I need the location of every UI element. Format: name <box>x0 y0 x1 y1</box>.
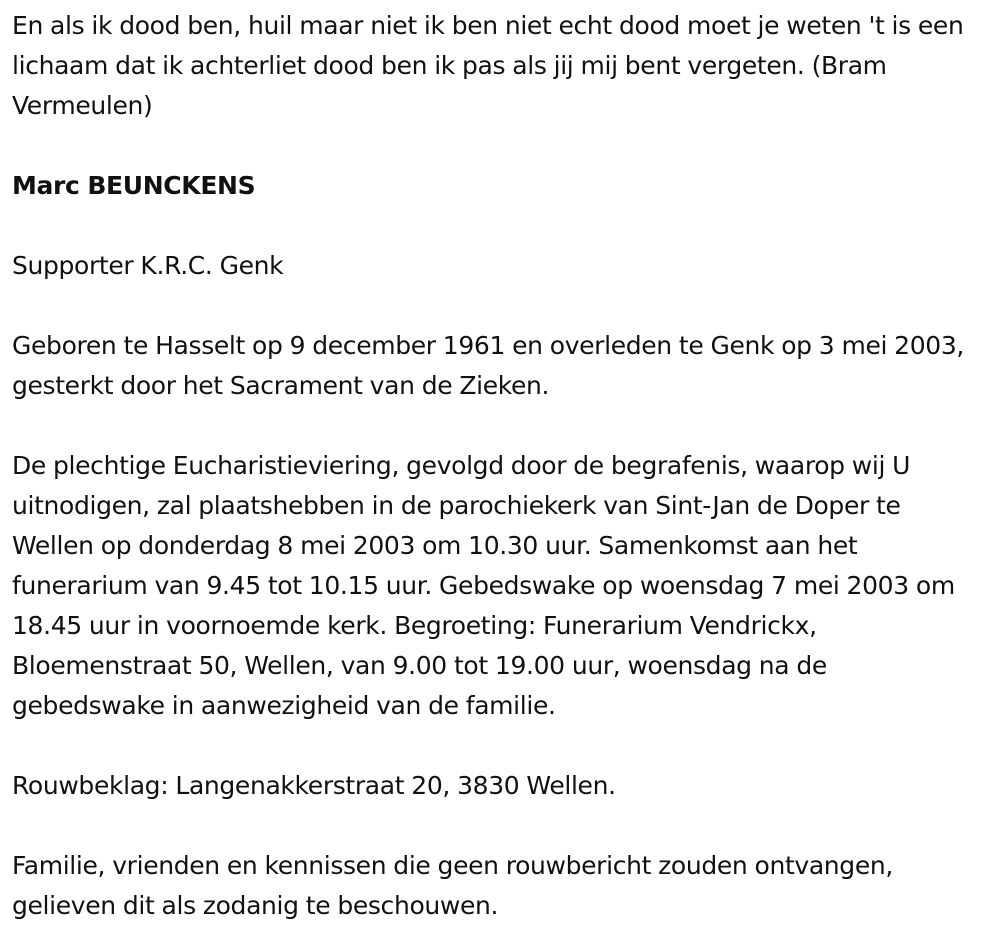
poem-quote: En als ik dood ben, huil maar niet ik ben niet echt dood moet je weten 't is een lichaam dat ik achterliet dood ben ik pas als jij mij bent vergeten. (Bram Vermeulen) <box>12 11 964 120</box>
condolence-address: Rouwbeklag: Langenakkerstraat 20, 3830 Wellen. <box>12 771 616 800</box>
obituary-document <box>12 6 984 926</box>
subtitle: Supporter K.R.C. Genk <box>12 251 284 280</box>
deceased-name: Marc BEUNCKENS <box>12 171 256 200</box>
closing-note: Familie, vrienden en kennissen die geen rouwbericht zouden ontvangen, gelieven dit als zodanig te beschouwen. <box>12 851 893 920</box>
birth-death-paragraph: Geboren te Hasselt op 9 december 1961 en overleden te Genk op 3 mei 2003, gesterkt door het Sacrament van de Zieken. <box>12 331 964 400</box>
ceremony-paragraph: De plechtige Eucharistieviering, gevolgd door de begrafenis, waarop wij U uitnodigen, zal plaatshebben in de parochiekerk van Sint-Jan de Doper te Wellen op donderdag 8 mei 2003 om 10.30 uur. Samenkomst aan het funerarium van 9.45 tot 10.15 uur. Gebedswake op woensdag 7 mei 2003 om 18.45 uur in voornoemde kerk. Begroeting: Funerarium Vendrickx, Bloemenstraat 50, Wellen, van 9.00 tot 19.00 uur, woensdag na de gebedswake in aanwezigheid van de familie. <box>12 451 955 720</box>
